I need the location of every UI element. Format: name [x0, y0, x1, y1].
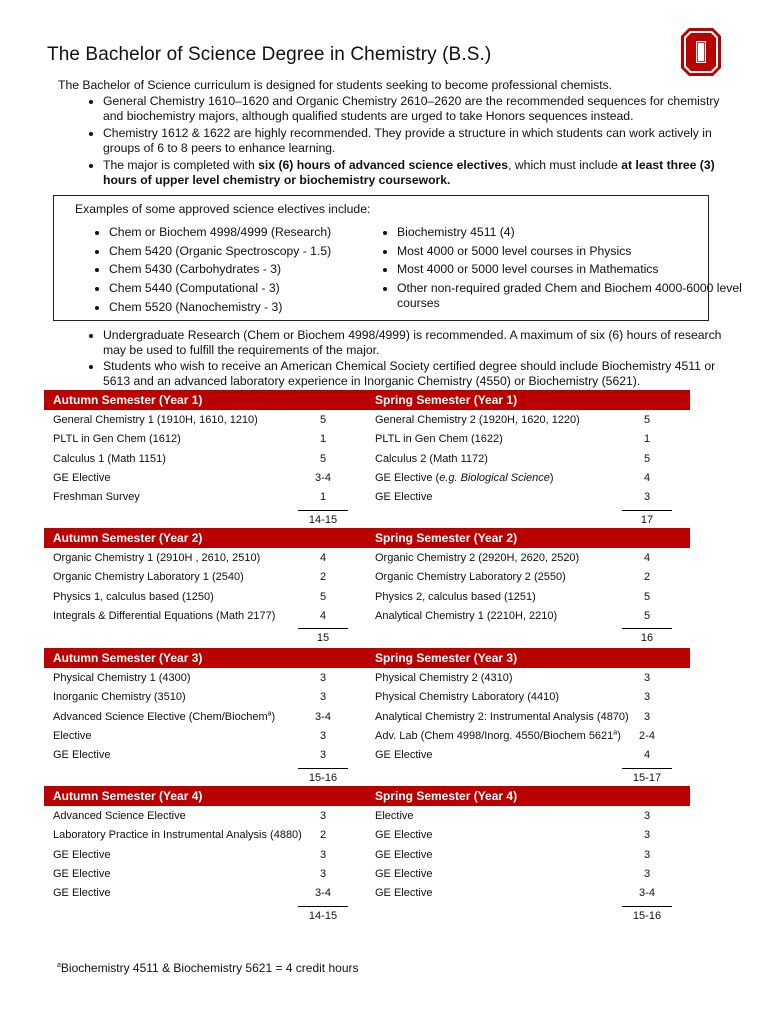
course-example: e.g. Biological Science	[439, 471, 550, 484]
semester-header-row	[44, 528, 690, 548]
credit-hours: 3-4	[639, 887, 655, 900]
credit-hours: 3-4	[315, 887, 331, 900]
credit-hours: 5	[319, 452, 327, 465]
course-name	[53, 730, 92, 742]
credit-hours: 3	[319, 672, 327, 684]
footnote-marker: a	[613, 729, 618, 737]
course-text: Physics 2, calculus based (1251)	[375, 590, 536, 603]
credit-hours: 2-4	[639, 729, 655, 742]
list-item: • Chem 5440 (Computational - 3)	[109, 281, 409, 296]
list-item: • General Chemistry 1610–1620 and Organic Chemistry 2610–2620 are the recommended sequences for chemistry and biochemistry majors, although qualified students are urged to take Honors sequences instead.	[103, 94, 723, 124]
course-name	[375, 711, 629, 723]
spring-semester-title: Spring Semester (Year 3)	[375, 651, 518, 665]
credit-hours: 3	[319, 810, 327, 822]
autumn-semester-title: Autumn Semester (Year 3)	[53, 651, 203, 665]
credit-hours: 5	[319, 414, 327, 426]
course-text: GE Elective	[53, 867, 111, 880]
credit-hours: 3	[319, 848, 327, 861]
course-text-end: )	[617, 729, 621, 742]
course-name	[53, 849, 110, 861]
course-text: Elective	[375, 810, 414, 822]
credit-hours: 5	[643, 414, 651, 426]
course-text: PLTL in Gen Chem (1612)	[53, 433, 181, 446]
list-item: • Chemistry 1612 & 1622 are highly recommended. They provide a structure in which students can work actively in groups of 6 to 8 peers to enhance learning.	[103, 126, 723, 156]
course-name	[375, 472, 554, 484]
credit-hours: 5	[643, 452, 651, 465]
credit-hours: 2	[319, 829, 327, 842]
course-name	[375, 730, 621, 742]
course-text: Organic Chemistry 2 (2920H, 2620, 2520)	[375, 552, 580, 564]
course-name	[375, 672, 513, 684]
course-name	[375, 849, 432, 861]
course-name	[375, 610, 557, 622]
semester-total-hours: 15-17	[622, 768, 672, 784]
list-item: • Chem 5420 (Organic Spectroscopy - 1.5)	[109, 244, 409, 259]
credit-hours: 1	[319, 491, 327, 504]
list-item: • Undergraduate Research (Chem or Biochem 4998/4999) is recommended. A maximum of six (6) hours of research may be used to fulfill the requirements of the major.	[103, 328, 723, 358]
course-name	[375, 810, 414, 822]
bullet-text: , which must include	[508, 158, 622, 172]
credit-hours: 3	[319, 749, 327, 762]
spring-semester-title: Spring Semester (Year 2)	[375, 531, 518, 545]
course-text: Physical Chemistry Laboratory (4410)	[375, 691, 560, 704]
course-text: GE Elective	[375, 749, 433, 762]
course-name	[53, 887, 110, 899]
course-name	[53, 691, 186, 703]
credit-hours: 4	[319, 552, 327, 564]
course-text: Organic Chemistry Laboratory 2 (2550)	[375, 571, 566, 584]
course-text: Laboratory Practice in Instrumental Analysis (4880)	[53, 829, 302, 842]
course-text: GE Elective	[53, 749, 111, 762]
semester-total-hours: 15	[298, 628, 348, 644]
credit-hours: 3	[643, 710, 651, 723]
credit-hours: 4	[643, 471, 651, 484]
course-text: GE Elective	[375, 887, 433, 900]
course-name	[375, 433, 503, 445]
course-name	[53, 711, 275, 723]
credit-hours: 3-4	[315, 471, 331, 484]
course-text: Inorganic Chemistry (3510)	[53, 691, 186, 704]
course-name	[375, 552, 579, 564]
credit-hours: 3-4	[315, 710, 331, 723]
semester-total-hours: 15-16	[622, 906, 672, 922]
course-text: PLTL in Gen Chem (1622)	[375, 433, 503, 446]
spring-semester-title: Spring Semester (Year 4)	[375, 789, 518, 803]
course-text-end: )	[271, 710, 276, 723]
credit-hours: 3	[643, 867, 651, 880]
page-title: The Bachelor of Science Degree in Chemistry (B.S.)	[47, 44, 492, 65]
course-text: General Chemistry 2 (1920H, 1620, 1220)	[375, 414, 580, 426]
course-name	[375, 414, 580, 426]
electives-box	[53, 195, 742, 321]
spring-semester-title: Spring Semester (Year 1)	[375, 393, 518, 407]
course-name	[375, 691, 559, 703]
course-text: GE Elective	[375, 867, 433, 880]
credit-hours: 2	[643, 571, 651, 584]
course-text: Advanced Science Elective	[53, 810, 186, 822]
course-text: Physics 1, calculus based (1250)	[53, 590, 214, 603]
list-item: • Other non-required graded Chem and Biochem 4000-6000 level courses	[397, 281, 742, 311]
course-text: Analytical Chemistry 1 (2210H, 2210)	[375, 609, 558, 622]
credit-hours: 3	[319, 867, 327, 880]
semester-total-hours: 14-15	[298, 906, 348, 922]
footnote-marker: a	[57, 962, 61, 969]
course-text: Adv. Lab (Chem 4998/Inorg. 4550/Biochem 5621	[375, 729, 614, 742]
credit-hours: 5	[643, 609, 651, 622]
course-name	[375, 887, 432, 899]
course-name	[53, 868, 110, 880]
course-text: GE Elective (	[375, 471, 440, 484]
credit-hours: 3	[319, 691, 327, 704]
credit-hours: 4	[643, 552, 651, 564]
course-text: Organic Chemistry Laboratory 1 (2540)	[53, 571, 244, 584]
footnote-text: Biochemistry 4511 & Biochemistry 5621 = 4 credit hours	[60, 961, 359, 975]
course-text: Elective	[53, 729, 92, 742]
course-name	[53, 810, 186, 822]
intro-bullets	[58, 94, 723, 188]
credit-hours: 4	[643, 749, 651, 762]
course-name	[375, 571, 566, 583]
course-text: Physical Chemistry 1 (4300)	[53, 672, 191, 684]
course-name	[375, 491, 432, 503]
autumn-semester-title: Autumn Semester (Year 4)	[53, 789, 203, 803]
credit-hours: 1	[319, 433, 327, 446]
credit-hours: 3	[643, 848, 651, 861]
course-name	[53, 414, 258, 426]
course-name	[53, 472, 110, 484]
semester-header-row	[44, 648, 690, 668]
footnote	[57, 961, 359, 975]
bullet-bold: at least three (3) hours of upper level chemistry or biochemistry coursework.	[103, 158, 715, 187]
credit-hours: 5	[319, 590, 327, 603]
semester-total-hours: 14-15	[298, 510, 348, 526]
ohio-state-o-logo	[681, 28, 721, 76]
course-name	[53, 672, 191, 684]
intro-section	[58, 78, 723, 190]
course-text: GE Elective	[375, 491, 433, 504]
semester-header-row	[44, 786, 690, 806]
course-name	[53, 453, 166, 465]
course-text: Analytical Chemistry 2: Instrumental Analysis (4870)	[375, 710, 629, 723]
list-item: • Most 4000 or 5000 level courses in Physics	[397, 244, 742, 259]
credit-hours: 3	[643, 672, 651, 684]
requirements-notes	[58, 328, 723, 390]
course-name	[53, 433, 181, 445]
footnote-marker: a	[267, 709, 272, 717]
course-name	[375, 829, 432, 841]
course-name	[375, 591, 536, 603]
course-text: GE Elective	[53, 848, 111, 861]
credit-hours: 4	[319, 609, 327, 622]
course-text: Integrals & Differential Equations (Math 2177)	[53, 609, 276, 622]
course-text: Advanced Science Elective (Chem/Biochem	[53, 710, 268, 723]
credit-hours: 3	[643, 691, 651, 704]
course-name	[53, 591, 214, 603]
bullet-text: The major is completed with	[103, 158, 259, 172]
course-name	[53, 552, 260, 564]
course-name	[53, 610, 275, 622]
course-name	[375, 868, 432, 880]
course-text-end: )	[549, 471, 554, 484]
list-item: • Students who wish to receive an American Chemical Society certified degree should include Biochemistry 4511 or 5613 and an advanced laboratory experience in Inorganic Chemistry (4550) or Biochemistry (5621).	[103, 359, 723, 389]
electives-title: Examples of some approved science electives include:	[75, 202, 371, 216]
course-name	[375, 749, 432, 761]
semester-header-row	[44, 390, 690, 410]
course-name	[375, 453, 488, 465]
list-item: • Chem 5520 (Nanochemistry - 3)	[109, 300, 409, 315]
notes-bullets	[58, 328, 723, 389]
list-item: • Chem or Biochem 4998/4999 (Research)	[109, 225, 409, 240]
intro-text: The Bachelor of Science curriculum is designed for students seeking to become professional chemists.	[58, 78, 613, 92]
list-item: • Biochemistry 4511 (4)	[397, 225, 742, 240]
bullet-bold: six (6) hours of advanced science electives	[258, 158, 509, 172]
list-item: • Most 4000 or 5000 level courses in Mathematics	[397, 262, 742, 277]
credit-hours: 3	[643, 491, 651, 504]
course-name	[53, 491, 140, 503]
credit-hours: 1	[643, 433, 651, 446]
credit-hours: 3	[319, 729, 327, 742]
semester-total-hours: 16	[622, 628, 672, 644]
autumn-semester-title: Autumn Semester (Year 2)	[53, 531, 203, 545]
course-text: General Chemistry 1 (1910H, 1610, 1210)	[53, 414, 258, 426]
course-text: Organic Chemistry 1 (2910H , 2610, 2510)	[53, 552, 261, 564]
credit-hours: 3	[643, 829, 651, 842]
course-text: Freshman Survey	[53, 491, 140, 504]
credit-hours: 5	[643, 590, 651, 603]
course-text: Calculus 1 (Math 1151)	[53, 452, 166, 465]
semester-total-hours: 17	[622, 510, 672, 526]
course-text: GE Elective	[375, 848, 433, 861]
list-item: • Chem 5430 (Carbohydrates - 3)	[109, 262, 409, 277]
semester-total-hours: 15-16	[298, 768, 348, 784]
electives-list-right	[344, 225, 742, 315]
credit-hours: 2	[319, 571, 327, 584]
course-text: GE Elective	[53, 471, 111, 484]
course-name	[53, 829, 302, 841]
course-name	[53, 571, 244, 583]
course-text: GE Elective	[375, 829, 433, 842]
autumn-semester-title: Autumn Semester (Year 1)	[53, 393, 203, 407]
course-text: Calculus 2 (Math 1172)	[375, 452, 488, 465]
course-text: GE Elective	[53, 887, 111, 900]
credit-hours: 3	[643, 810, 651, 822]
course-name	[53, 749, 110, 761]
list-item	[103, 158, 723, 188]
course-text: Physical Chemistry 2 (4310)	[375, 672, 513, 684]
